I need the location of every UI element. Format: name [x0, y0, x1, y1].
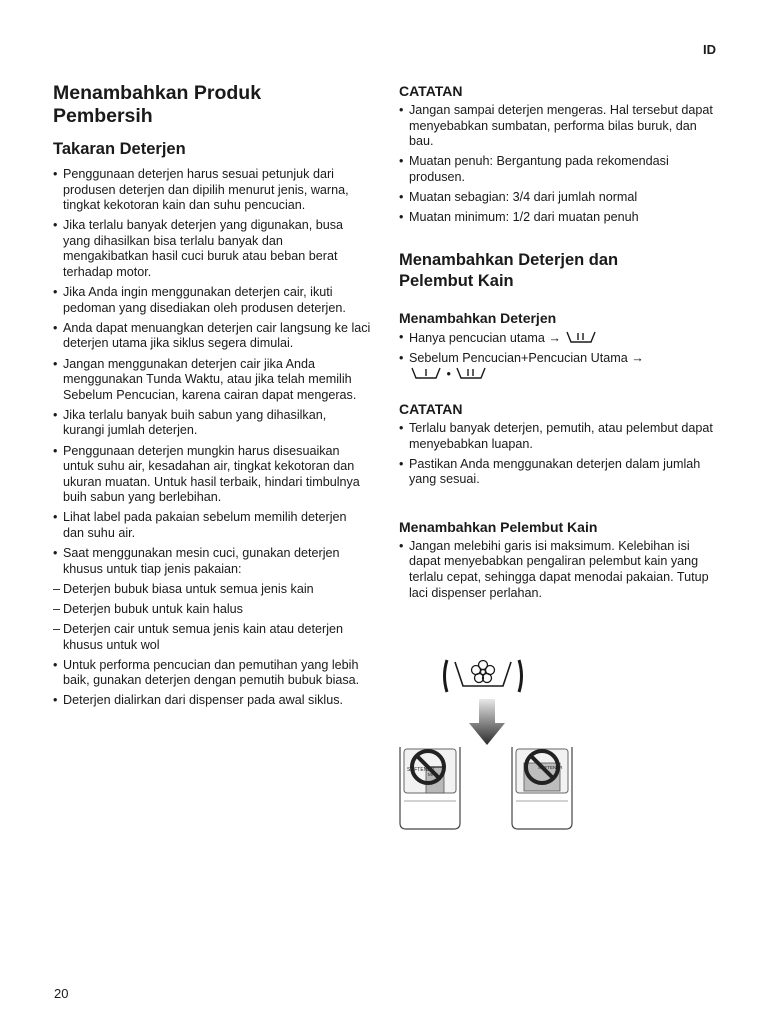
drawer-softener-label: SOFTENER: [538, 765, 563, 770]
language-code: ID: [703, 42, 716, 57]
softener-drawer-overfilled-illustration: [398, 745, 462, 831]
note-heading: CATATAN: [399, 400, 463, 417]
page-title: Menambahkan Produk Pembersih: [53, 82, 262, 127]
pre-and-main-wash-text: Sebelum Pencucian+Pencucian Utama →: [409, 350, 644, 365]
list-item: • Jika terlalu banyak buih sabun yang dihasilkan, kurangi jumlah deterjen.: [53, 408, 371, 439]
note-list: [399, 103, 719, 226]
list-item: • Deterjen dialirkan dari dispenser pada awal siklus.: [53, 693, 371, 709]
separator-dot: •: [446, 367, 451, 382]
pre-wash-compartment-icon: [411, 366, 441, 380]
softener-drawer-overfilled-illustration-alt: [510, 745, 574, 831]
main-wash-only-text: Hanya pencucian utama →: [409, 330, 561, 345]
list-item: • Muatan penuh: Bergantung pada rekomendasi produsen.: [399, 154, 719, 185]
section-title-detergent-dosage: Takaran Deterjen: [53, 140, 186, 158]
list-item: [399, 330, 719, 347]
list-item: [399, 351, 719, 383]
list-item: • Jika terlalu banyak deterjen yang digunakan, busa yang dihasilkan bisa terlalu banyak dan mengakibatkan hasil cuci buruk atau beban berat terhadap motor.: [53, 218, 371, 280]
list-item: • Terlalu banyak deterjen, pemutih, atau pelembut dapat menyebabkan luapan.: [399, 421, 719, 452]
main-wash-compartment-icon: [566, 330, 596, 344]
right-column: [399, 82, 719, 606]
list-item: • Untuk performa pencucian dan pemutihan yang lebih baik, gunakan deterjen dengan pemutih bubuk biasa.: [53, 658, 371, 689]
dosage-list: [53, 167, 371, 709]
section-title-add-detergent-softener: Menambahkan Deterjen dan Pelembut Kain: [399, 250, 619, 290]
drawer-softener-label: SOFTENER: [407, 767, 435, 773]
list-item: • Lihat label pada pakaian sebelum memilih deterjen dan suhu air.: [53, 510, 371, 541]
list-item: • Penggunaan deterjen mungkin harus disesuaikan untuk suhu air, kesadahan air, tingkat kekotoran dan ukuran muatan. Untuk hasil terbaik, hindari timbulnya buih sabun yang berlebihan.: [53, 444, 371, 506]
list-item: • Jangan menggunakan deterjen cair jika Anda menggunakan Tunda Waktu, atau jika telah memilih Sebelum Pencucian, karena cairan dapat mengeras.: [53, 357, 371, 404]
sub-list-item: – Deterjen bubuk untuk kain halus: [53, 602, 371, 618]
list-item: • Jika Anda ingin menggunakan deterjen cair, ikuti pedoman yang disediakan oleh produsen deterjen.: [53, 285, 371, 316]
down-arrow-icon: [467, 697, 507, 747]
page-number: 20: [54, 986, 69, 1001]
main-wash-compartment-icon: [456, 366, 486, 380]
sub-list-item: – Deterjen cair untuk semua jenis kain atau deterjen khusus untuk wol: [53, 622, 371, 653]
subsection-title-add-detergent: Menambahkan Deterjen: [399, 309, 557, 326]
list-item: • Jangan sampai deterjen mengeras. Hal tersebut dapat menyebabkan sumbatan, performa bilas buruk, dan bau.: [399, 103, 719, 150]
left-column: [53, 82, 371, 713]
list-item: • Muatan sebagian: 3/4 dari jumlah normal: [399, 190, 719, 206]
note-list: [399, 421, 719, 488]
list-item: • Muatan minimum: 1/2 dari muatan penuh: [399, 210, 719, 226]
list-item: • Penggunaan deterjen harus sesuai petunjuk dari produsen deterjen dan dipilih menurut jenis, warna, tingkat kekotoran kain dan suhu pencucian.: [53, 167, 371, 214]
add-detergent-list: [399, 330, 719, 383]
list-item: • Jangan melebihi garis isi maksimum. Kelebihan isi dapat menyebabkan pengaliran pelembut kain yang terlalu cepat, sehingga dapat menodai pakaian. Tutup laci dispenser perlahan.: [399, 539, 719, 601]
sub-list-item: – Deterjen bubuk biasa untuk semua jenis kain: [53, 582, 371, 598]
list-item: • Anda dapat menuangkan deterjen cair langsung ke laci deterjen utama jika siklus segera dimulai.: [53, 321, 371, 352]
subsection-title-add-softener: Menambahkan Pelembut Kain: [399, 518, 598, 535]
add-softener-list: [399, 539, 719, 601]
drawer-max-label: MAX: [428, 772, 438, 777]
softener-compartment-icon: [441, 656, 525, 696]
list-item: • Pastikan Anda menggunakan deterjen dalam jumlah yang sesuai.: [399, 457, 719, 488]
list-item: • Saat menggunakan mesin cuci, gunakan deterjen khusus untuk tiap jenis pakaian:: [53, 546, 371, 577]
note-heading: CATATAN: [399, 83, 463, 99]
